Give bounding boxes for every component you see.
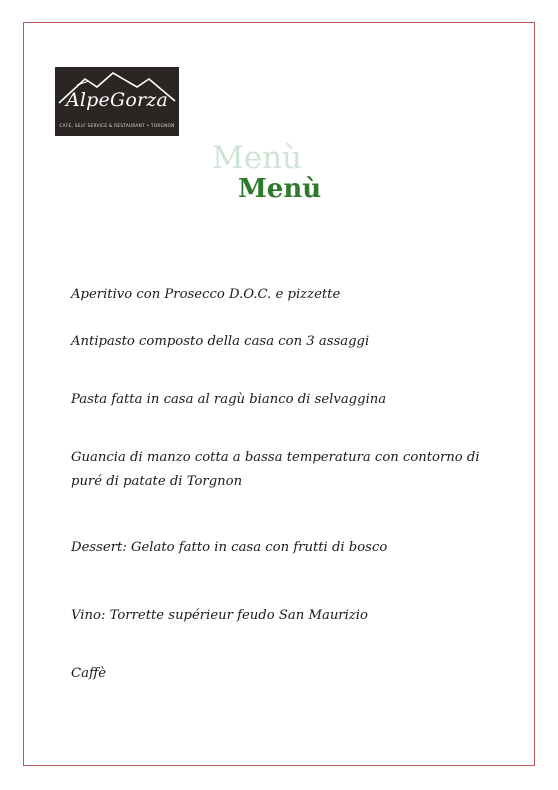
menu-item-guancia: Guancia di manzo cotta a bassa temperatura con contorno di puré di patate di Torgnon bbox=[71, 450, 480, 489]
menu-item-antipasto: Antipasto composto della casa con 3 assaggi bbox=[71, 334, 370, 349]
logo bbox=[55, 67, 179, 136]
menu-item-aperitivo: Aperitivo con Prosecco D.O.C. e pizzette bbox=[71, 287, 341, 302]
menu-item-caffe: Caffè bbox=[71, 666, 107, 681]
menu-item-dessert: Dessert: Gelato fatto in casa con frutti di bosco bbox=[71, 540, 388, 555]
logo-subtitle: CAFE, SELF SERVICE & RESTAURANT • TORGNON bbox=[59, 123, 175, 128]
menu-title-shadow: Menù bbox=[212, 140, 303, 176]
menu-item-pasta: Pasta fatta in casa al ragù bianco di selvaggina bbox=[71, 392, 387, 407]
menu-item-vino: Vino: Torrette supérieur feudo San Maurizio bbox=[71, 608, 368, 623]
logo-name: AlpeGorza bbox=[65, 89, 169, 111]
menu-title: Menù bbox=[238, 174, 322, 204]
